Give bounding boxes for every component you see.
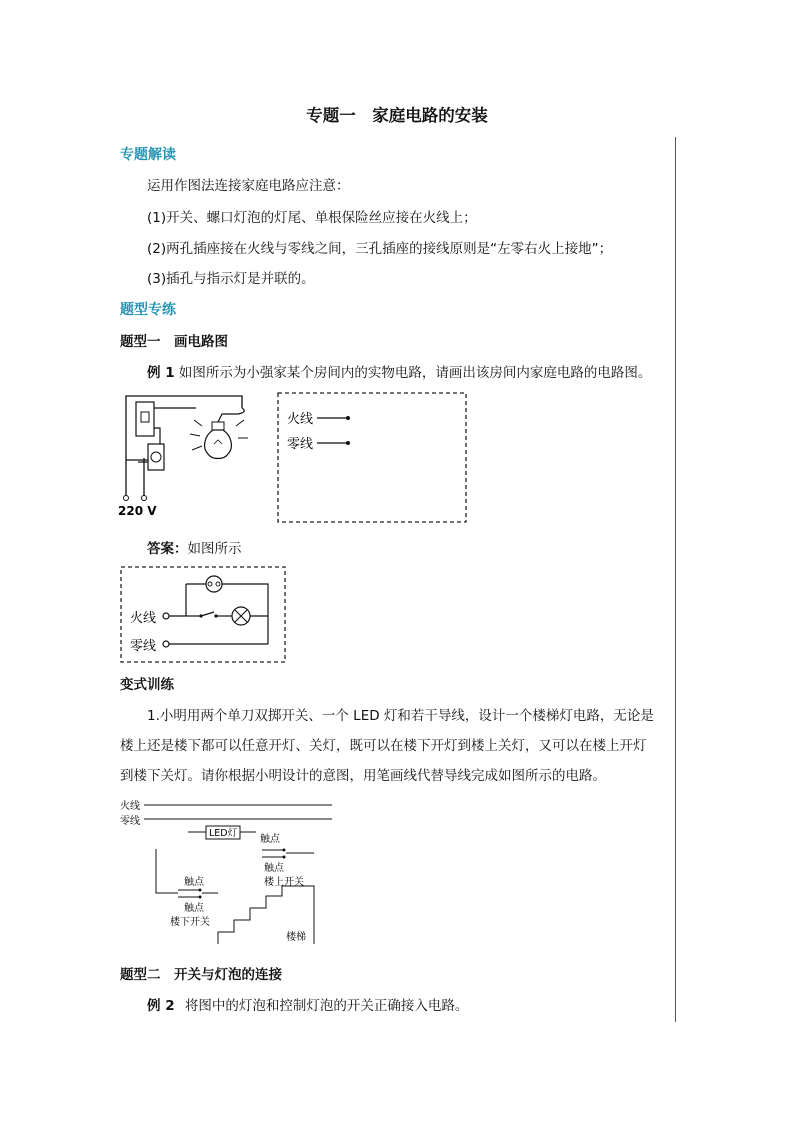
example-1-text: 如图所示为小强家某个房间内的实物电路，请画出该房间内家庭电路的电路图。 bbox=[178, 365, 652, 381]
answer-text: 如图所示 bbox=[187, 541, 242, 557]
staircase-circuit-figure bbox=[118, 797, 336, 949]
type1-heading: 题型一 画电路图 bbox=[120, 334, 228, 350]
lower-contact-2-label: 触点 bbox=[184, 903, 204, 914]
voltage-label: 220 V bbox=[118, 504, 157, 518]
led-label: LED灯 bbox=[209, 828, 238, 839]
stairs-label: 楼梯 bbox=[286, 932, 306, 943]
example-1 bbox=[147, 364, 651, 382]
point-1: (1)开关、螺口灯泡的灯尾、单根保险丝应接在火线上； bbox=[147, 210, 477, 226]
stair-neutral-label: 零线 bbox=[120, 816, 140, 827]
upper-contact-2-label: 触点 bbox=[264, 863, 284, 874]
physical-circuit-figure bbox=[114, 388, 274, 520]
example-2-label: 例 2 bbox=[147, 998, 175, 1014]
section-heading-practice: 题型专练 bbox=[120, 302, 176, 318]
section-heading-interpretation: 专题解读 bbox=[120, 147, 176, 163]
answer-1 bbox=[147, 540, 242, 558]
example-1-label: 例 1 bbox=[147, 365, 175, 381]
variant-heading: 变式训练 bbox=[120, 677, 174, 693]
question-1-line-3: 到楼下关灯。请你根据小明设计的意图，用笔画线代替导线完成如图所示的电路。 bbox=[120, 768, 606, 784]
question-1-line-1: 1.小明用两个单刀双掷开关、一个 LED 灯和若干导线，设计一个楼梯灯电路，无论是 bbox=[147, 708, 654, 724]
question-1-line-2: 楼上还是楼下都可以任意开灯、关灯，既可以在楼下开灯到楼上关灯，又可以在楼上开灯 bbox=[120, 738, 647, 754]
downstairs-switch-label: 楼下开关 bbox=[170, 917, 210, 928]
blank-neutral-label: 零线 bbox=[287, 437, 314, 452]
lower-contact-1-label: 触点 bbox=[184, 877, 204, 888]
answer-circuit-diagram bbox=[120, 566, 286, 663]
page-title: 专题一 家庭电路的安装 bbox=[306, 106, 488, 125]
intro-text: 运用作图法连接家庭电路应注意： bbox=[147, 178, 350, 194]
point-2: (2)两孔插座接在火线与零线之间，三孔插座的接线原则是“左零右火上接地”； bbox=[147, 241, 613, 257]
point-3: (3)插孔与指示灯是并联的。 bbox=[147, 271, 315, 287]
upstairs-switch-label: 楼上开关 bbox=[264, 877, 304, 888]
answer-neutral-label: 零线 bbox=[130, 639, 157, 654]
upper-contact-1-label: 触点 bbox=[260, 834, 280, 845]
answer-live-label: 火线 bbox=[130, 611, 157, 626]
blank-drawing-box bbox=[277, 392, 467, 523]
stair-live-label: 火线 bbox=[120, 801, 140, 812]
type2-heading: 题型二 开关与灯泡的连接 bbox=[120, 967, 282, 983]
example-2 bbox=[147, 997, 468, 1015]
right-margin-rule bbox=[675, 137, 676, 1022]
answer-label: 答案： bbox=[147, 541, 188, 557]
blank-live-label: 火线 bbox=[287, 412, 314, 427]
example-2-text: 将图中的灯泡和控制灯泡的开关正确接入电路。 bbox=[184, 998, 469, 1014]
